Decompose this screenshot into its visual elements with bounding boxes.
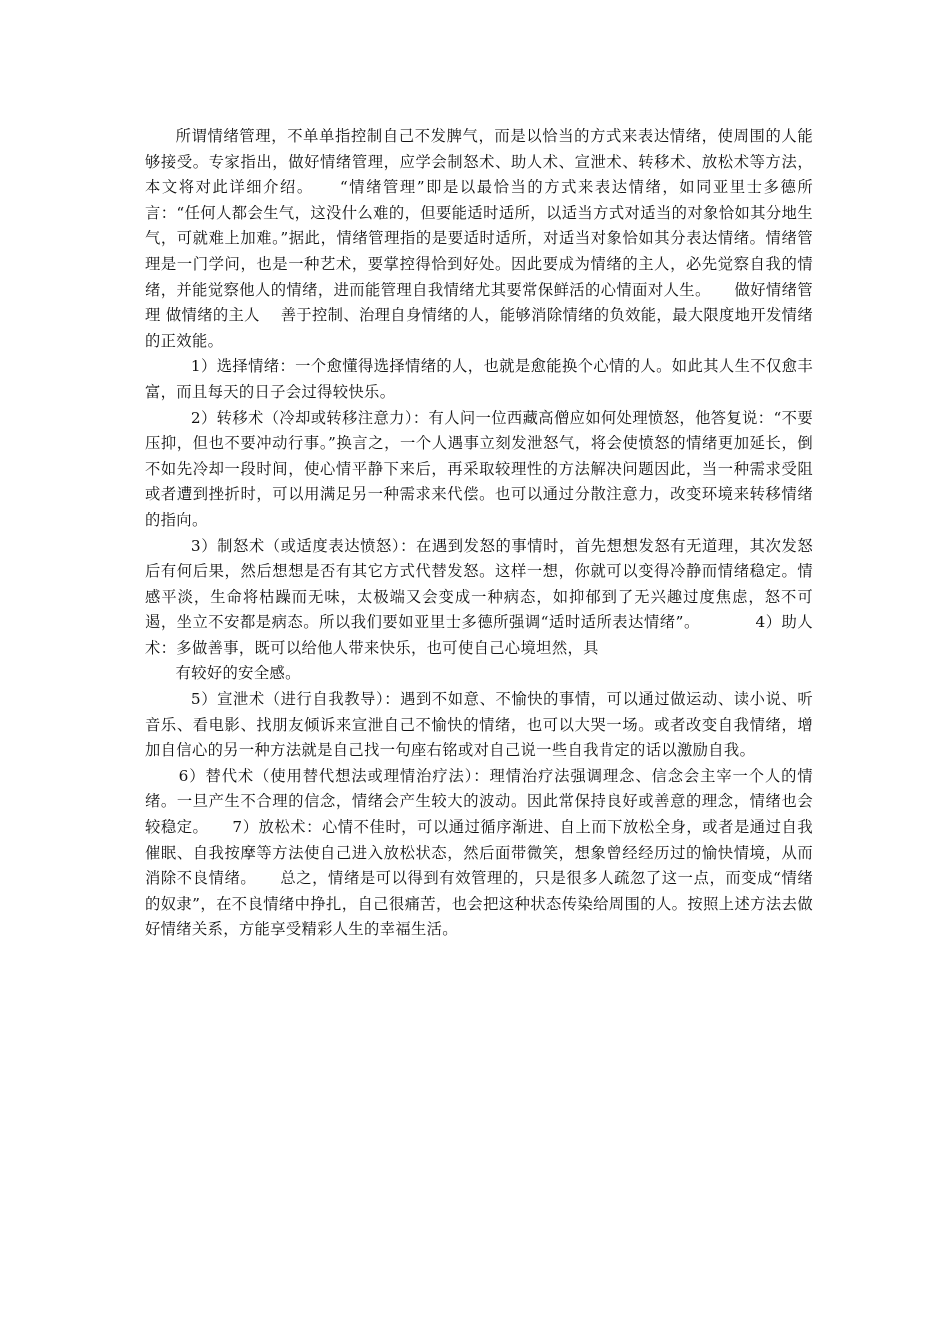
method-release-paragraph: 5）宣泄术（进行自我教导）：遇到不如意、不愉快的事情，可以通过做运动、读小说、听音乐、看电影、找朋友倾诉来宣泄自己不愉快的情绪，也可以大哭一场。或者改变自我情绪，增加自信心的另一种方法就是自己找一句座右铭或对自己说一些自我肯定的话以激励自我。 — [145, 690, 813, 760]
method-choose-emotion-paragraph: 1）选择情绪：一个愈懂得选择情绪的人，也就是愈能换个心情的人。如此其人生不仅愈丰富，而且每天的日子会过得较快乐。 — [145, 357, 813, 401]
intro-paragraph: 所谓情绪管理，不单单指控制自己不发脾气，而是以恰当的方式来表达情绪，使周围的人能够接受。专家指出，做好情绪管理，应学会制怒术、助人术、宣泄术、转移术、放松术等方法，本文将对此详细介绍。 “情绪管理”即是以最恰当的方式来表达情绪，如同亚里士多德所言：“任何人都会生气，这没什么难的，但要能适时适所，以适当方式对适当的对象恰如其分地生气，可就难上加难。”据此，情绪管理指的是要适时适所，对适当对象恰如其分表达情绪。情绪管理是一门学问，也是一种艺术，要掌控得恰到好处。因此要成为情绪的主人，必先觉察自我的情绪，并能觉察他人的情绪，进而能管理自我情绪尤其要常保鲜活的心情面对人生。 做好情绪管理 做情绪的主人 善于控制、治理自身情绪的人，能够消除情绪的负效能，最大限度地开发情绪的正效能。 — [145, 127, 813, 350]
security-paragraph: 有较好的安全感。 — [175, 664, 301, 683]
method-substitute-paragraph: 6）替代术（使用替代想法或理情治疗法）：理情治疗法强调理念、信念会主宰一个人的情绪。一旦产生不合理的信念，情绪会产生较大的波动。因此常保持良好或善意的理念，情绪也会较稳定。 7）放松术：心情不佳时，可以通过循序渐进、自上而下放松全身，或者是通过自我催眠、自我按摩等方法使自己进入放松状态，然后面带微笑，想象曾经经历过的愉快情境，从而消除不良情绪。 总之，情绪是可以得到有效管理的，只是很多人疏忽了这一点，而变成“情绪的奴隶”，在不良情绪中挣扎，自己很痛苦，也会把这种状态传染给周围的人。按照上述方法去做好情绪关系，方能享受精彩人生的幸福生活。 — [145, 766, 813, 939]
method-transfer-paragraph: 2）转移术（冷却或转移注意力）：有人问一位西藏高僧应如何处理愤怒，他答复说：“不要压抑，但也不要冲动行事。”换言之，一个人遇事立刻发泄怒气，将会使愤怒的情绪更加延长，倒不如先冷却一段时间，使心情平静下来后，再采取较理性的方法解决问题因此，当一种需求受阻或者遭到挫折时，可以用满足另一种需求来代偿。也可以通过分散注意力，改变环境来转移情绪的指向。 — [145, 408, 813, 529]
method-anger-control-paragraph: 3）制怒术（或适度表达愤怒）：在遇到发怒的事情时，首先想想发怒有无道理，其次发怒后有何后果，然后想想是否有其它方式代替发怒。这样一想，你就可以变得冷静而情绪稳定。情感平淡，生命将枯躁而无味，太极端又会变成一种病态，如抑郁到了无兴趣过度焦虑，怒不可遏，坐立不安都是病态。所以我们要如亚里士多德所强调“适时适所表达情绪”。 4）助人术：多做善事，既可以给他人带来快乐，也可使自己心境坦然，具 — [145, 536, 813, 657]
article-body — [145, 124, 813, 943]
